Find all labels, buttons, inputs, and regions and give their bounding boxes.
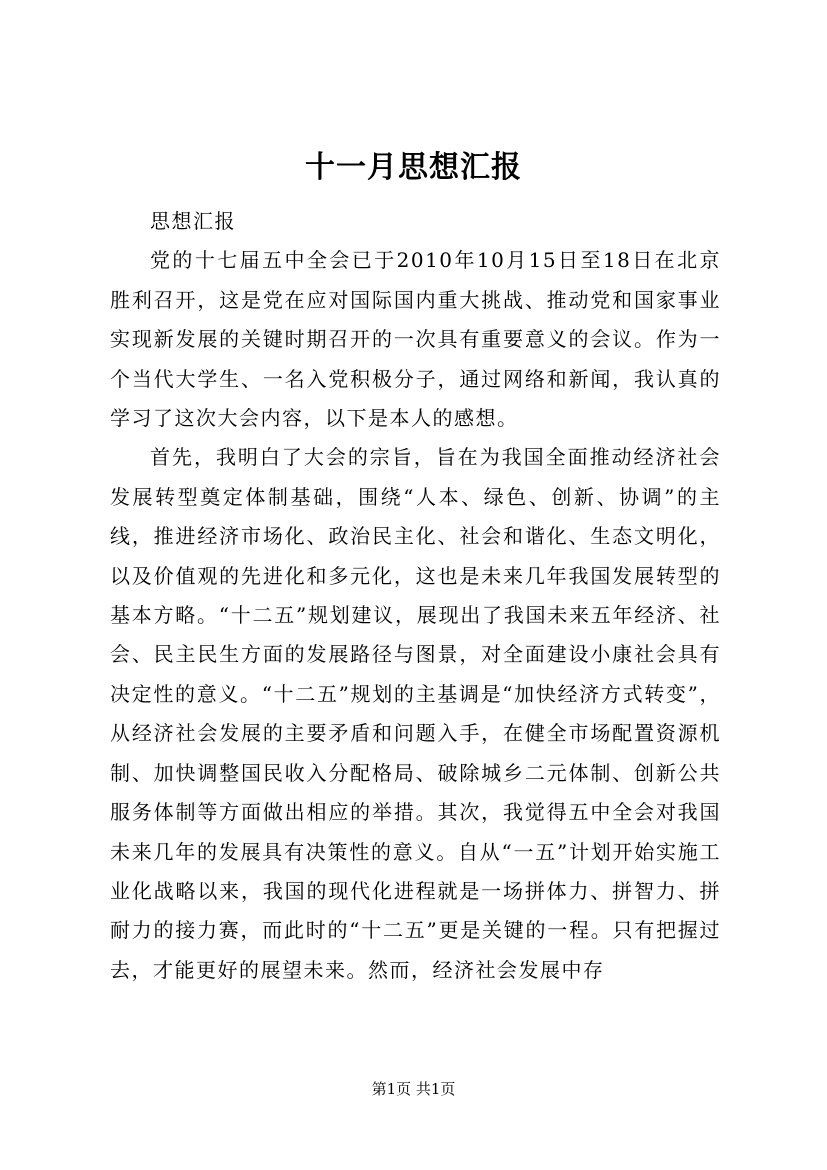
document-title: 十一月思想汇报 xyxy=(305,150,522,185)
document-body xyxy=(110,202,721,990)
paragraph: 首先，我明白了大会的宗旨，旨在为我国全面推动经济社会发展转型奠定体制基础，围绕“人本、绿色、创新、协调”的主线，推进经济市场化、政治民主化、社会和谐化、生态文明化，以及价值观的先进化和多元化，这也是未来几年我国发展转型的基本方略。“十二五”规划建议，展现出了我国未来五年经济、社会、民主民生方面的发展路径与图景，对全面建设小康社会具有决定性的意义。“十二五”规划的主基调是“加快经济方式转变”，从经济社会发展的主要矛盾和问题入手，在健全市场配置资源机制、加快调整国民收入分配格局、破除城乡二元体制、创新公共服务体制等方面做出相应的举措。其次，我觉得五中全会对我国未来几年的发展具有决策性的意义。自从“一五”计划开始实施工业化战略以来，我国的现代化进程就是一场拼体力、拼智力、拼耐力的接力赛，而此时的“十二五”更是关键的一程。只有把握过去，才能更好的展望未来。然而，经济社会发展中存 xyxy=(110,445,721,982)
page-number-footer: 第1页 共1页 xyxy=(371,1080,456,1098)
paragraph: 党的十七届五中全会已于2010年10月15日至18日在北京胜利召开，这是党在应对国际国内重大挑战、推动党和国家事业实现新发展的关键时期召开的一次具有重要意义的会议。作为一个当代大学生、一名入党积极分子，通过网络和新闻，我认真的学习了这次大会内容，以下是本人的感想。 xyxy=(110,248,721,431)
paragraph-heading: 思想汇报 xyxy=(150,209,236,233)
